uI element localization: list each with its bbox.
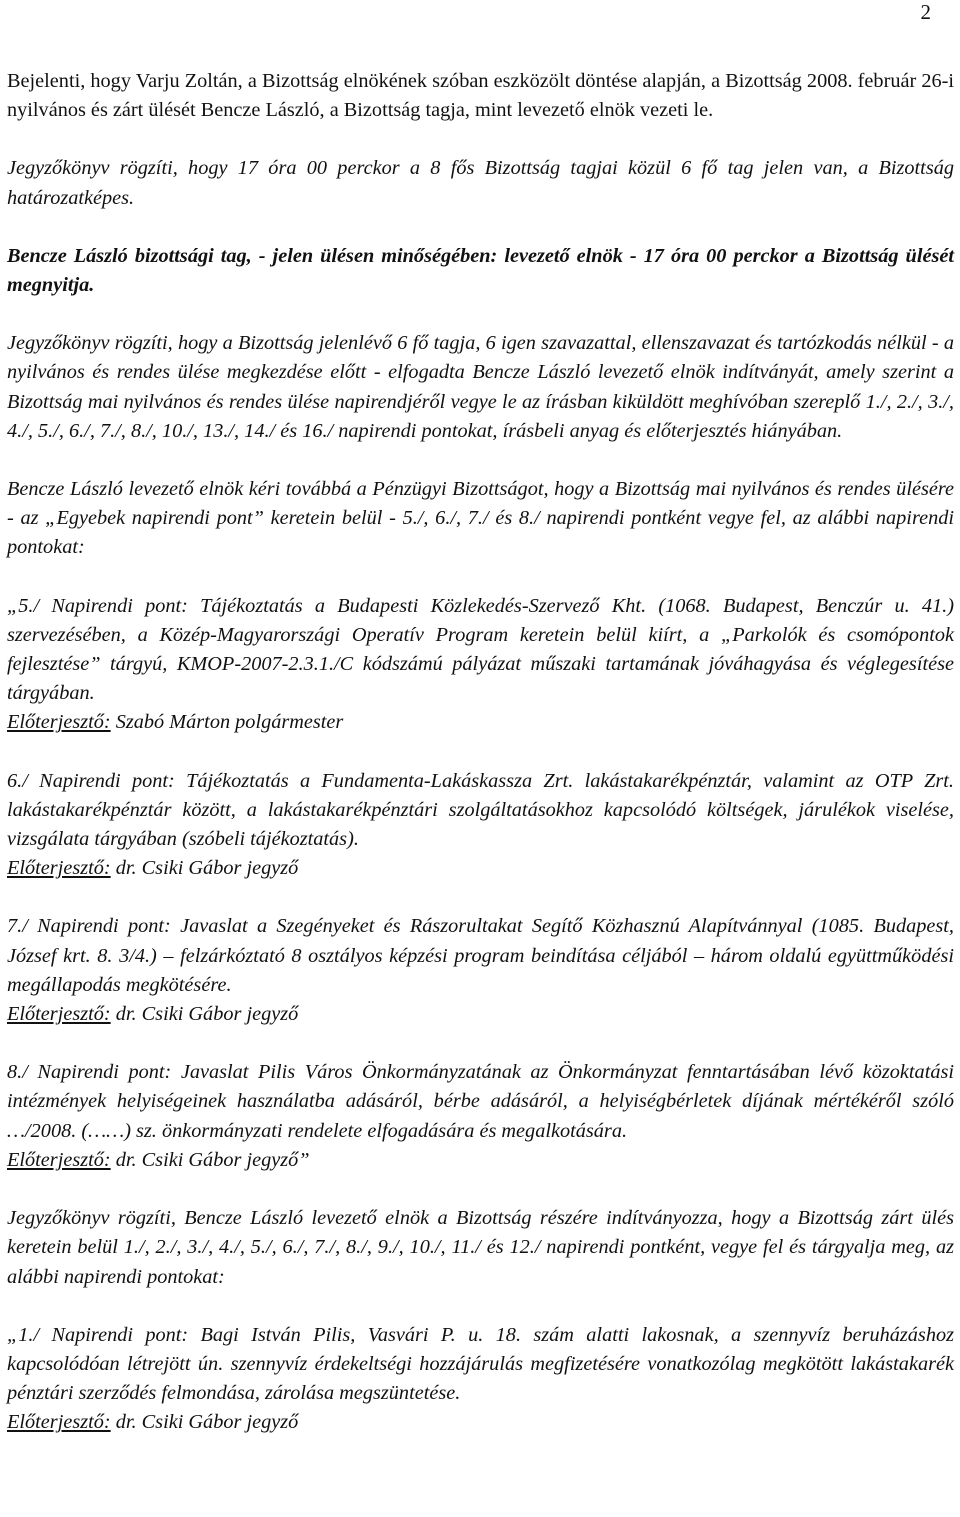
- presenter-label: Előterjesztő:: [7, 711, 111, 734]
- presenter-name: dr. Csiki Gábor jegyző: [110, 1411, 299, 1434]
- presenter-line: [7, 708, 954, 737]
- paragraph-agenda-request: Bencze László levezető elnök kéri továbbá a Pénzügyi Bizottságot, hogy a Bizottság mai nyilvános és rendes ülésére - az „Egyebek napirendi pont” keretein belül - 5./, 6./, 7./ és 8./ napirendi pontként vegye fel, az alábbi napirendi pontokat:: [7, 478, 954, 559]
- paragraph-closed-session: Jegyzőkönyv rögzíti, Bencze László levezető elnök a Bizottság részére indítványozza, hogy a Bizottság zárt ülés keretein belül 1./, 2./, 3./, 4./, 5./, 6./, 7./, 8./, 9./, 10./, 11./ és 12./ napirendi pontként, vegye fel és tárgyalja meg, az alábbi napirendi pontokat:: [7, 1207, 954, 1288]
- presenter-line: [7, 1000, 954, 1029]
- paragraph-announcement: Bejelenti, hogy Varju Zoltán, a Bizottság elnökének szóban eszközölt döntése alapján, a Bizottság 2008. február 26-i nyilvános és zárt ülését Bencze László, a Bizottság tagja, mint levezető elnök vezeti le.: [7, 70, 954, 122]
- closed-agenda-item-1: [7, 1321, 954, 1438]
- agenda-item-8-text: 8./ Napirendi pont: Javaslat Pilis Város Önkormányzatának az Önkormányzat fenntartásában lévő közoktatási intézmények helyiségeinek használatba adásáról, bérbe adásáról, a helyiségbérletek díjának mértékéről szóló …/2008. (……) sz. önkormányzati rendelete elfogadására és megalkotására.: [7, 1061, 954, 1142]
- presenter-label: Előterjesztő:: [7, 1411, 111, 1434]
- agenda-item-6: [7, 767, 954, 884]
- closed-agenda-item-1-text: „1./ Napirendi pont: Bagi István Pilis, Vasvári P. u. 18. szám alatti lakosnak, a szennyvíz beruházáshoz kapcsolódóan létrejött ún. szennyvíz érdekeltségi hozzájárulás megfizetésére vonatkozólag megkötött lakástakarék pénztári szerződés felmondása, zárolása megszüntetése.: [7, 1323, 954, 1405]
- presenter-line: [7, 1146, 954, 1175]
- agenda-item-8: [7, 1058, 954, 1175]
- paragraph-opening: Bencze László bizottsági tag, - jelen ülésen minőségében: levezető elnök - 17 óra 00 perckor a Bizottság ülését megnyitja.: [7, 244, 954, 297]
- page-number: 2: [920, 0, 931, 24]
- agenda-item-5-text: „5./ Napirendi pont: Tájékoztatás a Budapesti Közlekedés-Szervező Kht. (1068. Budapest, Benczúr u. 41.) szervezésében, a Közép-Magyarországi Operatív Program keretein belül kiírt, a „Parkolók és csomópontok fejlesztése” tárgyú, KMOP-2007-2.3.1./C kódszámú pályázat műszaki tartamának jóváhagyása és véglegesítése tárgyában.: [7, 594, 954, 705]
- document-body: [7, 67, 954, 1438]
- agenda-item-5: [7, 592, 954, 738]
- presenter-name: dr. Csiki Gábor jegyző”: [110, 1148, 310, 1171]
- presenter-name: dr. Csiki Gábor jegyző: [110, 857, 299, 880]
- presenter-line: [7, 854, 954, 883]
- presenter-label: Előterjesztő:: [7, 857, 111, 880]
- agenda-item-6-text: 6./ Napirendi pont: Tájékoztatás a Fundamenta-Lakáskassza Zrt. lakástakarékpénztár, valamint az OTP Zrt. lakástakarékpénztár között, a lakástakarékpénztári szolgáltatásokhoz kapcsolódó költségek, járulékok viselése, vizsgálata tárgyában (szóbeli tájékoztatás).: [7, 769, 954, 851]
- presenter-line: [7, 1408, 954, 1437]
- presenter-label: Előterjesztő:: [7, 1003, 111, 1026]
- presenter-name: Szabó Márton polgármester: [110, 711, 344, 734]
- agenda-item-7: [7, 912, 954, 1029]
- paragraph-agenda-removal: Jegyzőkönyv rögzíti, hogy a Bizottság jelenlévő 6 fő tagja, 6 igen szavazattal, ellenszavazat és tartózkodás nélkül - a nyilvános és rendes ülése megkezdése előtt - elfogadta Bencze László levezető elnök indítványát, amely szerint a Bizottság mai nyilvános és rendes ülése napirendjéről vegye le az írásban kiküldött meghívóban szereplő 1./, 2./, 3./, 4./, 5./, 6./, 7./, 8./, 10./, 13./, 14./ és 16./ napirendi pontokat, írásbeli anyag és előterjesztés hiányában.: [7, 332, 954, 442]
- presenter-label: Előterjesztő:: [7, 1148, 111, 1171]
- paragraph-quorum: Jegyzőkönyv rögzíti, hogy 17 óra 00 perckor a 8 fős Bizottság tagjai közül 6 fő tag jelen van, a Bizottság határozatképes.: [7, 157, 954, 209]
- agenda-item-7-text: 7./ Napirendi pont: Javaslat a Szegényeket és Rászorultakat Segítő Közhasznú Alapítvánnyal (1085. Budapest, József krt. 8. 3/4.) – felzárkóztató 8 osztályos képzési program beindítása céljából – három oldalú együttműködési megállapodás megkötésére.: [7, 915, 954, 996]
- presenter-name: dr. Csiki Gábor jegyző: [110, 1003, 299, 1026]
